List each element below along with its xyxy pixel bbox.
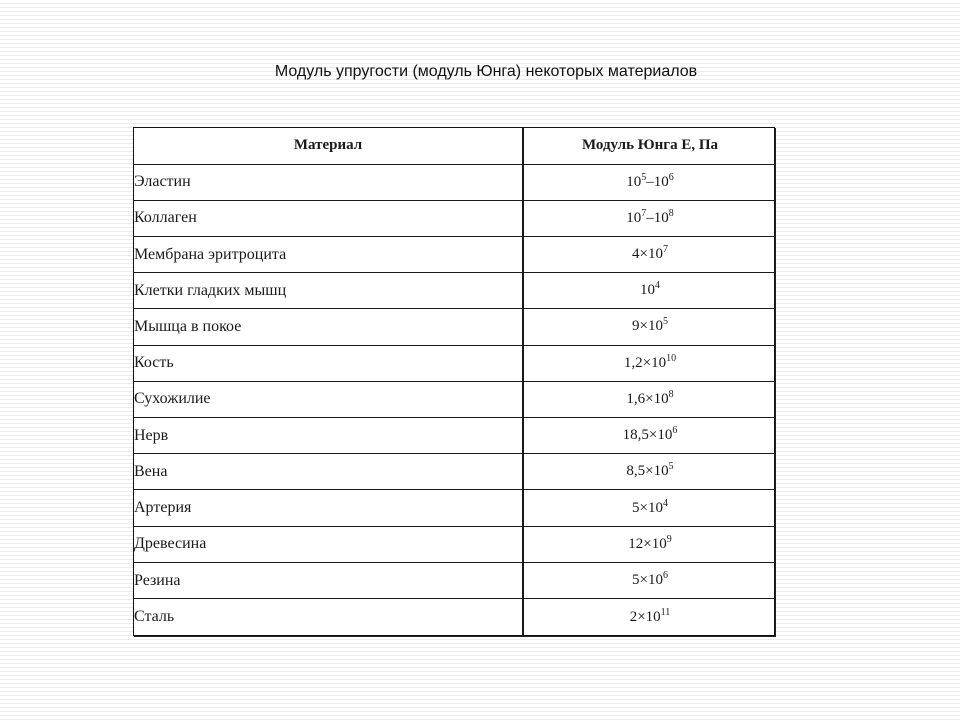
material-cell: Кость [134, 345, 523, 381]
table-row [134, 164, 776, 200]
exponent: 11 [660, 606, 671, 618]
modulus-cell: $10^4$ [523, 273, 776, 309]
modulus-cell: $12\times 10^9$ [523, 526, 776, 562]
exponent: 4 [662, 497, 668, 509]
exponent: 10 [666, 352, 677, 364]
exponent: 6 [662, 570, 668, 582]
table-row [134, 236, 776, 272]
modulus-cell: $5\times 10^4$ [523, 490, 776, 526]
exponent: 6 [672, 425, 678, 437]
table-row [134, 562, 776, 598]
table-row [134, 526, 776, 562]
modulus-cell: $8,5\times 10^5$ [523, 454, 776, 490]
slide-title: Модуль упругости (модуль Юнга) некоторых материалов [274, 63, 698, 80]
material-cell: Сухожилие [134, 381, 523, 417]
exponent: 8 [668, 388, 674, 400]
material-cell: Вена [134, 454, 523, 490]
modulus-table-container [133, 127, 775, 636]
modulus-cell: $10^7-10^8$ [523, 200, 776, 236]
table-row [134, 490, 776, 526]
modulus-cell: $5\times 10^6$ [523, 562, 776, 598]
exponent: 6 [668, 171, 674, 183]
modulus-cell: $1,6\times 10^8$ [523, 381, 776, 417]
exponent: 7 [662, 244, 668, 256]
header-modulus: Модуль Юнга Е, Па [523, 128, 776, 164]
exponent: 4 [655, 280, 660, 292]
material-cell: Резина [134, 562, 523, 598]
exponent: 9 [666, 533, 672, 545]
material-cell: Мышца в покое [134, 309, 523, 345]
table-header-row [134, 128, 776, 164]
table-row [134, 454, 776, 490]
exponent: 8 [668, 207, 674, 219]
table-row [134, 273, 776, 309]
material-cell: Нерв [134, 418, 523, 454]
modulus-cell: $18,5\times 10^6$ [523, 418, 776, 454]
material-cell: Древесина [134, 526, 523, 562]
table-row [134, 381, 776, 417]
material-cell: Коллаген [134, 200, 523, 236]
header-material: Материал [134, 128, 523, 164]
modulus-cell: $10^5-10^6$ [523, 164, 776, 200]
modulus-cell: $2\times 10^{11}$ [523, 599, 776, 635]
material-cell: Эластин [134, 164, 523, 200]
table-row [134, 418, 776, 454]
material-cell: Артерия [134, 490, 523, 526]
exponent: 5 [641, 171, 647, 183]
material-cell: Клетки гладких мышц [134, 273, 523, 309]
material-cell: Мембрана эритроцита [134, 236, 523, 272]
exponent: 5 [662, 316, 668, 328]
table-row [134, 599, 776, 635]
table-row [134, 309, 776, 345]
modulus-cell: $1,2\times 10^{10}$ [523, 345, 776, 381]
modulus-table [134, 128, 776, 635]
exponent: 7 [641, 207, 647, 219]
material-cell: Сталь [134, 599, 523, 635]
table-row [134, 345, 776, 381]
exponent: 5 [668, 461, 674, 473]
modulus-cell: $4\times 10^7$ [523, 236, 776, 272]
modulus-cell: $9\times 10^5$ [523, 309, 776, 345]
table-row [134, 200, 776, 236]
